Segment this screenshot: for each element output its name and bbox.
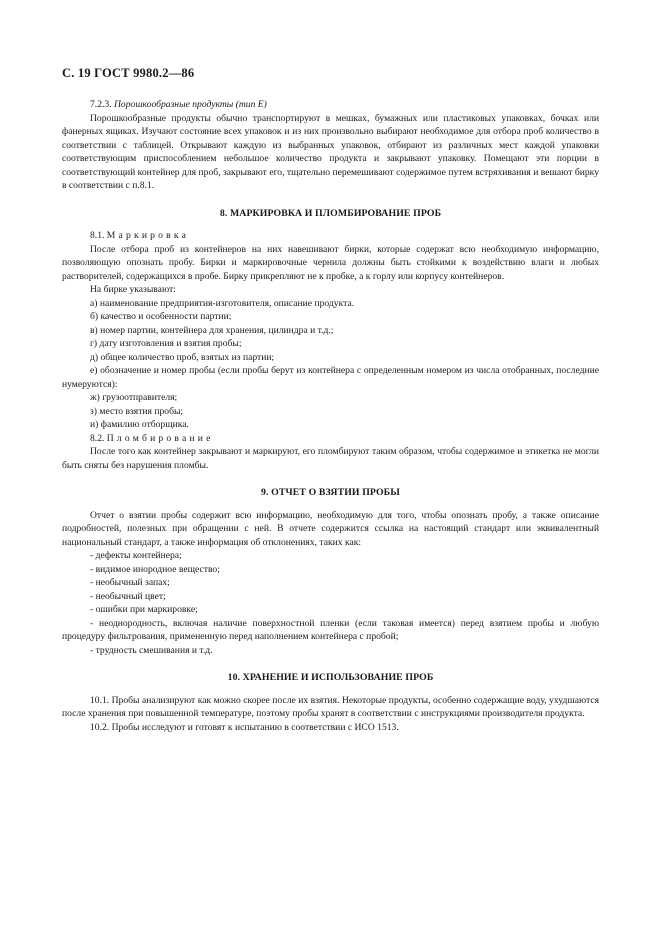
subsection-title: Порошкообразные продукты (тип Е): [114, 99, 267, 110]
deviation-list-item: - необычный запах;: [90, 577, 170, 588]
subsection-10-2-text: 10.2. Пробы исследуют и готовят к испытанию в соответствии с ИСО 1513.: [90, 721, 399, 733]
document-body: [62, 98, 599, 734]
deviation-list-item: - ошибки при маркировке;: [90, 604, 198, 615]
subsection-8-1-heading: [62, 229, 599, 243]
label-list-item: ж) грузоотправителя;: [90, 392, 178, 403]
deviation-list-item: - дефекты контейнера;: [90, 550, 182, 561]
subsection-number: 8.1.: [90, 230, 105, 241]
page-header: С. 19 ГОСТ 9980.2—86: [62, 66, 195, 80]
deviation-list-item: - видимое инородное вещество;: [90, 563, 220, 575]
deviation-list-item: - трудность смешивания и т.д.: [90, 644, 213, 656]
label-list-item: е) обозначение и номер пробы (если пробы берут из контейнера с определенным номером из числа отобранных, последние нумеруются):: [62, 365, 599, 390]
label-list-item: б) качество и особенности партии;: [90, 311, 232, 322]
section-9-title: 9. ОТЧЕТ О ВЗЯТИИ ПРОБЫ: [261, 487, 400, 498]
section-8-title: 8. МАРКИРОВКА И ПЛОМБИРОВАНИЕ ПРОБ: [219, 207, 442, 219]
label-list-item: г) дату изготовления и взятия пробы;: [90, 338, 242, 349]
section-9-text: Отчет о взятии пробы содержит всю информацию, необходимую для того, чтобы опознать пробу, а также описание подробностей, полезных при обращении с ней. В отчете содержится ссылка на настоящий стандарт или эквивалентный национальный стандарт, а также информация об отклонениях, таких как:: [62, 509, 599, 548]
subsection-title: Пломбирование: [106, 432, 214, 444]
section-10-title: 10. ХРАНЕНИЕ И ИСПОЛЬЗОВАНИЕ ПРОБ: [227, 672, 434, 683]
deviation-list-item: - необычный цвет;: [90, 590, 166, 602]
subsection-7-2-3-heading: [62, 98, 599, 112]
label-list-item: з) место взятия пробы;: [90, 405, 184, 417]
label-list-item: а) наименование предприятия-изготовителя, описание продукта.: [90, 297, 355, 309]
subsection-8-2-heading: [62, 432, 599, 446]
subsection-number: 7.2.3.: [90, 99, 112, 110]
subsection-8-2-text: После того как контейнер закрывают и маркируют, его пломбируют таким образом, чтобы содержимое и этикетка не могли быть сняты без нарушения пломбы.: [62, 446, 599, 471]
deviation-list-item: - неоднородность, включая наличие поверхностной пленки (если таковая имеется) перед взятием пробы и любую процедуру фильтрования, примененную перед наполнением контейнера с пробой;: [62, 617, 599, 642]
subsection-7-2-3-text: Порошкообразные продукты обычно транспортируют в мешках, бумажных или пластиковых упаковках, бочках или фанерных ящиках. Изучают состояние всех упаковок и из них произвольно выбирают необходимое для отбора проб количество в соответствии с таблицей. Открывают каждую из выбранных упаковок, отбирают из различных мест каждой упаковки соответствующим приспособлением небольшое количество продукта и закрывают упаковку. Помещают эти порции в соответствующий контейнер для проб, закрывают его, тщательно перемешивают содержимое путем встряхивания и вешают бирку в соответствии с п.8.1.: [62, 112, 599, 191]
subsection-10-1-text: 10.1. Пробы анализируют как можно скорее после их взятия. Некоторые продукты, особенно содержащие воду, ухудшаются после хранения при повышенной температуре, поэтому пробы хранят в соответствии с инструкциями производителя продукта.: [62, 694, 599, 719]
label-list-item: в) номер партии, контейнера для хранения, цилиндра и т.д.;: [90, 324, 334, 336]
subsection-8-1-text: После отбора проб из контейнеров на них навешивают бирки, которые содержат всю необходимую информацию, позволяющую опознать пробу. Бирки и маркировочные чернила должны быть стойкими к воздействию влаги и любых растворителей, содержащихся в пробе. Бирку прикрепляют не к пробке, а к горлу или корпусу контейнеров.: [62, 243, 599, 282]
subsection-number: 8.2.: [90, 432, 105, 444]
subsection-title: Маркировка: [106, 230, 190, 241]
label-list-intro: На бирке указывают:: [90, 284, 176, 295]
label-list-item: д) общее количество проб, взятых из партии;: [90, 351, 275, 363]
label-list-item: и) фамилию отборщика.: [90, 419, 189, 430]
